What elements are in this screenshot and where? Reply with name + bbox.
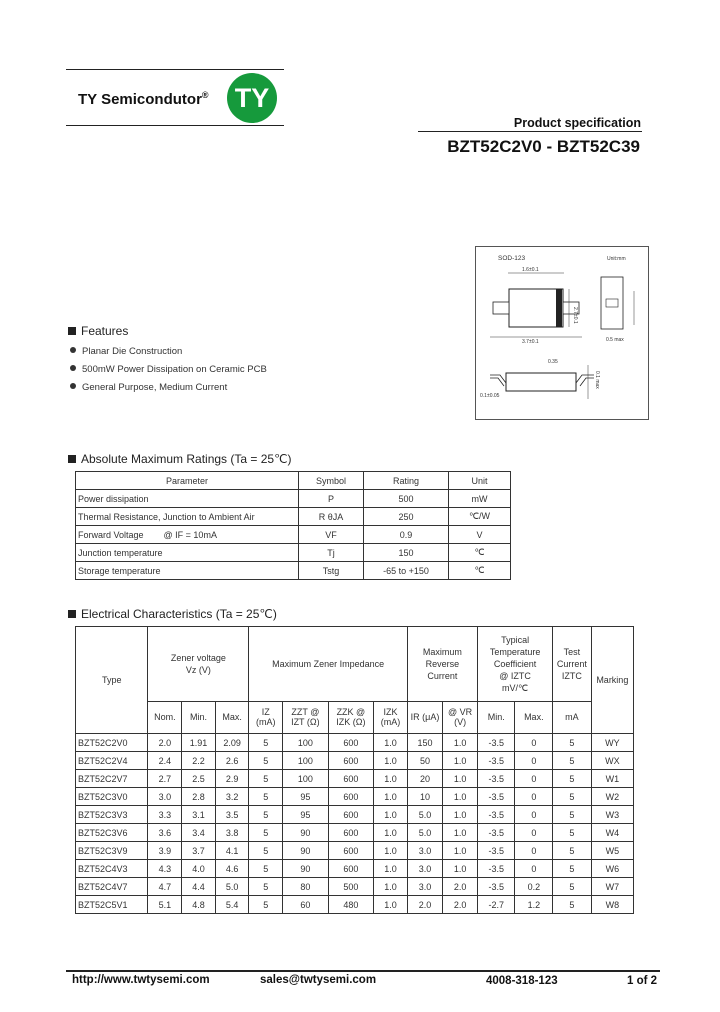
value-cell: 5: [249, 842, 283, 860]
value-cell: 5: [553, 806, 591, 824]
type-cell: BZT52C3V9: [76, 842, 148, 860]
electrical-row: [76, 896, 634, 914]
sub-header: IZ (mA): [249, 701, 283, 733]
ratings-row: [76, 490, 511, 508]
value-cell: 5: [553, 734, 591, 752]
value-cell: 600: [328, 824, 374, 842]
value-cell: 5.0: [215, 878, 249, 896]
ratings-cell: 250: [364, 508, 449, 526]
page-title: BZT52C2V0 - BZT52C39: [447, 137, 640, 156]
electrical-header-row: [76, 627, 634, 702]
feature-item: [70, 364, 267, 375]
ratings-cell: Tstg: [299, 562, 364, 580]
ratings-header-row: [76, 472, 511, 490]
reverse-label: Maximum: [422, 646, 462, 657]
ratings-cell: 150: [364, 544, 449, 562]
dim-profile-height: 0.1 max: [594, 371, 600, 389]
value-cell: 3.5: [215, 806, 249, 824]
value-cell: 5: [249, 734, 283, 752]
dim-body-height: 2.7±0.1: [572, 307, 578, 324]
dim-lead-width: 0.35: [548, 359, 558, 365]
footer-email[interactable]: sales@twtysemi.com: [260, 974, 377, 986]
ratings-col-header: Unit: [449, 472, 511, 490]
value-cell: 4.8: [182, 896, 215, 914]
electrical-row: [76, 842, 634, 860]
temp-label: Typical: [501, 634, 530, 645]
value-cell: 1.0: [443, 806, 478, 824]
value-cell: 20: [407, 770, 442, 788]
bullet-dot-icon: [70, 347, 76, 353]
value-cell: 100: [283, 734, 329, 752]
value-cell: 0: [515, 752, 553, 770]
value-cell: W1: [591, 770, 633, 788]
value-cell: 1.0: [374, 824, 408, 842]
ratings-cell: ℃: [449, 562, 511, 580]
value-cell: 1.0: [443, 824, 478, 842]
electrical-row: [76, 824, 634, 842]
brand-text: TY Semicondutor: [78, 91, 202, 108]
temp-label: mV/℃: [502, 682, 529, 693]
dim-overall-length: 3.7±0.1: [522, 339, 539, 345]
value-cell: 600: [328, 806, 374, 824]
section-bullet-icon: [68, 610, 76, 618]
feature-text: Planar Die Construction: [82, 346, 183, 357]
features-heading-text: Features: [81, 324, 129, 338]
footer-page-number: 1 of 2: [627, 975, 658, 987]
package-units: Unit:mm: [607, 256, 626, 262]
value-cell: 4.1: [215, 842, 249, 860]
ratings-cell: Power dissipation: [76, 490, 299, 508]
value-cell: 5: [249, 878, 283, 896]
value-cell: 5: [553, 752, 591, 770]
sub-header: Max.: [515, 701, 553, 733]
type-cell: BZT52C5V1: [76, 896, 148, 914]
value-cell: 5: [553, 824, 591, 842]
sub-header: ZZT @ IZT (Ω): [283, 701, 329, 733]
dim-lead-thickness: 0.1±0.05: [480, 393, 500, 399]
ratings-cell: ℃/W: [449, 508, 511, 526]
section-bullet-icon: [68, 455, 76, 463]
value-cell: 5: [249, 788, 283, 806]
feature-item: [70, 346, 182, 357]
col-zener-header: [148, 627, 249, 702]
reverse-label: Current: [427, 670, 458, 681]
value-cell: 4.4: [182, 878, 215, 896]
value-cell: 100: [283, 770, 329, 788]
type-cell: BZT52C2V0: [76, 734, 148, 752]
sub-header: ZZK @ IZK (Ω): [328, 701, 374, 733]
brand-name: [78, 90, 209, 108]
value-cell: 5: [553, 878, 591, 896]
value-cell: 4.7: [148, 878, 182, 896]
value-cell: 4.0: [182, 860, 215, 878]
value-cell: 1.0: [443, 842, 478, 860]
value-cell: -2.7: [478, 896, 515, 914]
ratings-row: [76, 544, 511, 562]
value-cell: 1.0: [374, 860, 408, 878]
value-cell: 1.0: [374, 878, 408, 896]
electrical-row: [76, 878, 634, 896]
value-cell: 5: [553, 896, 591, 914]
ratings-col-header: Rating: [364, 472, 449, 490]
value-cell: W8: [591, 896, 633, 914]
dim-lead-height: 0.5 max: [606, 337, 624, 343]
value-cell: W7: [591, 878, 633, 896]
col-impedance-header: Maximum Zener Impedance: [249, 627, 407, 702]
value-cell: W6: [591, 860, 633, 878]
test-label: IZTC: [561, 670, 582, 681]
value-cell: 5.1: [148, 896, 182, 914]
ratings-row: [76, 508, 511, 526]
value-cell: 600: [328, 770, 374, 788]
value-cell: 2.6: [215, 752, 249, 770]
type-cell: BZT52C2V7: [76, 770, 148, 788]
value-cell: 600: [328, 734, 374, 752]
ratings-heading: [68, 452, 292, 466]
package-outline-svg: [476, 247, 648, 419]
value-cell: 600: [328, 788, 374, 806]
type-cell: BZT52C3V6: [76, 824, 148, 842]
value-cell: -3.5: [478, 842, 515, 860]
value-cell: 4.6: [215, 860, 249, 878]
value-cell: WY: [591, 734, 633, 752]
bullet-dot-icon: [70, 365, 76, 371]
bullet-dot-icon: [70, 383, 76, 389]
value-cell: -3.5: [478, 770, 515, 788]
electrical-row: [76, 752, 634, 770]
value-cell: 2.0: [443, 896, 478, 914]
value-cell: 1.2: [515, 896, 553, 914]
spec-rule: [418, 131, 642, 132]
value-cell: 5: [553, 788, 591, 806]
value-cell: 4.3: [148, 860, 182, 878]
test-label: Test: [563, 646, 581, 657]
sub-header: Max.: [215, 701, 249, 733]
value-cell: 2.2: [182, 752, 215, 770]
electrical-table: [75, 626, 634, 914]
value-cell: -3.5: [478, 824, 515, 842]
ratings-cell: Junction temperature: [76, 544, 299, 562]
value-cell: 480: [328, 896, 374, 914]
electrical-subheader-row: [76, 701, 634, 733]
value-cell: 5.0: [407, 806, 442, 824]
value-cell: 1.0: [443, 734, 478, 752]
type-cell: BZT52C4V3: [76, 860, 148, 878]
value-cell: 0: [515, 734, 553, 752]
value-cell: 600: [328, 842, 374, 860]
value-cell: 3.9: [148, 842, 182, 860]
value-cell: 5: [249, 896, 283, 914]
value-cell: 60: [283, 896, 329, 914]
value-cell: 1.0: [374, 770, 408, 788]
zener-voltage-label: Zener voltage: [170, 652, 226, 663]
ratings-cell: P: [299, 490, 364, 508]
ratings-cell: V: [449, 526, 511, 544]
value-cell: 2.7: [148, 770, 182, 788]
type-cell: BZT52C2V4: [76, 752, 148, 770]
package-drawing: [475, 246, 649, 420]
value-cell: 3.4: [182, 824, 215, 842]
ratings-cell: R θJA: [299, 508, 364, 526]
value-cell: -3.5: [478, 806, 515, 824]
value-cell: 5: [249, 806, 283, 824]
value-cell: -3.5: [478, 860, 515, 878]
value-cell: 5: [249, 860, 283, 878]
value-cell: 2.9: [215, 770, 249, 788]
value-cell: 95: [283, 806, 329, 824]
value-cell: 1.0: [374, 788, 408, 806]
value-cell: 1.0: [443, 788, 478, 806]
value-cell: WX: [591, 752, 633, 770]
value-cell: 1.0: [374, 752, 408, 770]
value-cell: W2: [591, 788, 633, 806]
type-cell: BZT52C4V7: [76, 878, 148, 896]
reverse-label: Reverse: [425, 658, 460, 669]
ty-logo-icon: TY: [227, 73, 277, 123]
test-label: Current: [556, 658, 587, 669]
value-cell: 500: [328, 878, 374, 896]
ratings-cell: ℃: [449, 544, 511, 562]
cathode-band: [556, 289, 562, 327]
value-cell: 1.0: [443, 860, 478, 878]
electrical-heading: [68, 607, 277, 621]
features-heading: [68, 324, 128, 338]
ratings-cell: Forward Voltage @ IF = 10mA: [76, 526, 299, 544]
electrical-row: [76, 806, 634, 824]
electrical-row: [76, 860, 634, 878]
feature-text: General Purpose, Medium Current: [82, 382, 228, 393]
product-specification-label: Product specification: [513, 116, 641, 130]
value-cell: 10: [407, 788, 442, 806]
value-cell: -3.5: [478, 734, 515, 752]
value-cell: 3.0: [407, 878, 442, 896]
feature-text: 500mW Power Dissipation on Ceramic PCB: [82, 364, 267, 375]
value-cell: 0: [515, 842, 553, 860]
value-cell: 3.1: [182, 806, 215, 824]
sub-header: Nom.: [148, 701, 182, 733]
value-cell: -3.5: [478, 878, 515, 896]
value-cell: 0.2: [515, 878, 553, 896]
electrical-row: [76, 734, 634, 752]
anode-lead: [493, 302, 509, 314]
value-cell: 3.7: [182, 842, 215, 860]
value-cell: 3.8: [215, 824, 249, 842]
temp-label: @ IZTC: [499, 670, 531, 681]
footer-rule: [66, 970, 660, 972]
value-cell: 0: [515, 824, 553, 842]
sub-header: IZK (mA): [374, 701, 408, 733]
value-cell: 1.91: [182, 734, 215, 752]
value-cell: 90: [283, 860, 329, 878]
ratings-row: [76, 526, 511, 544]
ratings-cell: Storage temperature: [76, 562, 299, 580]
value-cell: 95: [283, 788, 329, 806]
ratings-table: [75, 471, 511, 580]
value-cell: 2.4: [148, 752, 182, 770]
value-cell: 2.8: [182, 788, 215, 806]
value-cell: 2.5: [182, 770, 215, 788]
sub-header: IR (μA): [407, 701, 442, 733]
temp-label: Temperature: [489, 646, 541, 657]
value-cell: 3.0: [148, 788, 182, 806]
value-cell: -3.5: [478, 788, 515, 806]
dim-body-width: 1.6±0.1: [522, 267, 539, 273]
value-cell: 600: [328, 860, 374, 878]
feature-item: [70, 382, 227, 393]
col-temp-header: [478, 627, 553, 702]
footer-phone: 4008-318-123: [486, 975, 558, 987]
value-cell: 1.0: [443, 752, 478, 770]
electrical-row: [76, 770, 634, 788]
value-cell: 5.4: [215, 896, 249, 914]
value-cell: 1.0: [374, 896, 408, 914]
value-cell: 3.6: [148, 824, 182, 842]
value-cell: 80: [283, 878, 329, 896]
value-cell: 3.0: [407, 842, 442, 860]
vz-label: Vz (V): [185, 664, 211, 675]
ratings-col-header: Symbol: [299, 472, 364, 490]
ratings-cell: 0.9: [364, 526, 449, 544]
value-cell: 0: [515, 860, 553, 878]
value-cell: W5: [591, 842, 633, 860]
value-cell: 100: [283, 752, 329, 770]
sub-header: Min.: [182, 701, 215, 733]
header-bottom-rule: [66, 125, 284, 126]
value-cell: 90: [283, 824, 329, 842]
value-cell: 5: [553, 842, 591, 860]
value-cell: 5.0: [407, 824, 442, 842]
ratings-cell: VF: [299, 526, 364, 544]
value-cell: 3.2: [215, 788, 249, 806]
value-cell: 0: [515, 788, 553, 806]
package-name: SOD-123: [498, 255, 526, 262]
ratings-cell: 500: [364, 490, 449, 508]
value-cell: 0: [515, 806, 553, 824]
value-cell: 3.3: [148, 806, 182, 824]
col-test-header: [553, 627, 591, 702]
value-cell: 50: [407, 752, 442, 770]
value-cell: 1.0: [374, 842, 408, 860]
ratings-col-header: Parameter: [76, 472, 299, 490]
value-cell: 2.0: [443, 878, 478, 896]
value-cell: 5: [249, 770, 283, 788]
temp-label: Coefficient: [493, 658, 537, 669]
value-cell: W4: [591, 824, 633, 842]
ratings-cell: Thermal Resistance, Junction to Ambient Air: [76, 508, 299, 526]
value-cell: 2.0: [407, 896, 442, 914]
value-cell: 2.0: [148, 734, 182, 752]
ratings-heading-text: Absolute Maximum Ratings (Ta = 25℃): [81, 452, 292, 466]
value-cell: W3: [591, 806, 633, 824]
value-cell: 600: [328, 752, 374, 770]
value-cell: 5: [553, 860, 591, 878]
section-bullet-icon: [68, 327, 76, 335]
header-top-rule: [66, 69, 284, 70]
value-cell: 90: [283, 842, 329, 860]
value-cell: 0: [515, 770, 553, 788]
value-cell: -3.5: [478, 752, 515, 770]
value-cell: 1.0: [374, 734, 408, 752]
value-cell: 5: [249, 752, 283, 770]
sub-header: mA: [553, 701, 591, 733]
value-cell: 2.09: [215, 734, 249, 752]
footer-website[interactable]: http://www.twtysemi.com: [72, 974, 210, 986]
electrical-row: [76, 788, 634, 806]
value-cell: 3.0: [407, 860, 442, 878]
type-cell: BZT52C3V0: [76, 788, 148, 806]
electrical-heading-text: Electrical Characteristics (Ta = 25℃): [81, 607, 277, 621]
package-profile-body: [506, 373, 576, 391]
ratings-cell: -65 to +150: [364, 562, 449, 580]
sub-header: Min.: [478, 701, 515, 733]
electrical-body: [76, 734, 634, 914]
value-cell: 1.0: [443, 770, 478, 788]
ratings-cell: mW: [449, 490, 511, 508]
registered-mark: ®: [201, 90, 209, 100]
package-body: [509, 289, 563, 327]
col-marking-header: Marking: [591, 627, 633, 734]
value-cell: 1.0: [374, 806, 408, 824]
type-cell: BZT52C3V3: [76, 806, 148, 824]
sub-header: @ VR (V): [443, 701, 478, 733]
ratings-row: [76, 562, 511, 580]
col-type-header: Type: [76, 627, 148, 734]
value-cell: 5: [249, 824, 283, 842]
value-cell: 5: [553, 770, 591, 788]
value-cell: 150: [407, 734, 442, 752]
col-reverse-header: [407, 627, 477, 702]
ratings-cell: Tj: [299, 544, 364, 562]
